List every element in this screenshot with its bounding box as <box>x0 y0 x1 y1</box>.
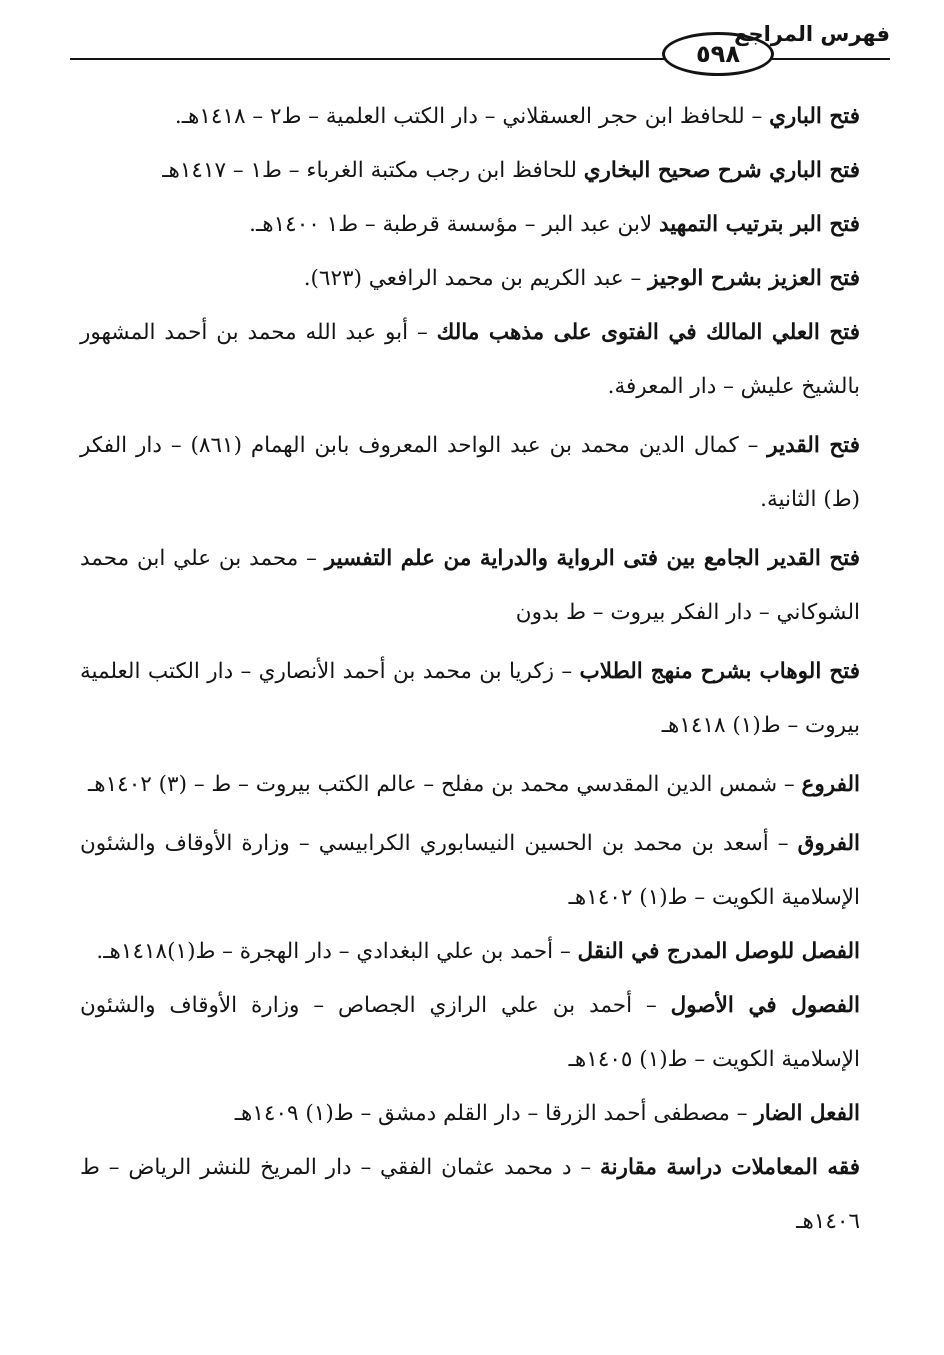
reference-entry <box>80 645 860 753</box>
reference-details: لابن عبد البر – مؤسسة قرطبة – ط١ ١٤٠٠هـ. <box>249 212 659 237</box>
reference-entry <box>80 817 860 925</box>
reference-details: – كمال الدين محمد بن عبد الواحد المعروف بابن الهمام (٨٦١) – دار الفكر (ط) الثانية. <box>80 433 860 512</box>
reference-title: فتح البر بترتيب التمهيد <box>658 212 860 237</box>
references-list <box>80 90 860 1249</box>
reference-entry <box>80 758 860 812</box>
page-header <box>40 20 890 70</box>
reference-details: – مصطفى أحمد الزرقا – دار القلم دمشق – ط(١) ١٤٠٩هـ <box>234 1101 755 1126</box>
reference-title: فتح القدير الجامع بين فتى الرواية والدراية من علم التفسير <box>324 546 861 571</box>
reference-title: فتح القدير <box>767 433 860 458</box>
page-title: فهرس المراجع <box>734 22 890 46</box>
reference-entry <box>80 252 860 306</box>
reference-details: – زكريا بن محمد بن أحمد الأنصاري – دار الكتب العلمية بيروت – ط(١) ١٤١٨هـ <box>80 659 860 738</box>
reference-title: الفصل للوصل المدرج في النقل <box>577 939 860 964</box>
reference-entry <box>80 419 860 527</box>
reference-title: فتح العزيز بشرح الوجيز <box>648 266 860 291</box>
reference-entry <box>80 306 860 414</box>
reference-title: فتح الباري <box>769 104 860 129</box>
reference-title: فتح الباري شرح صحيح البخاري <box>583 158 860 183</box>
reference-entry <box>80 1087 860 1141</box>
reference-title: فقه المعاملات دراسة مقارنة <box>600 1155 861 1180</box>
reference-entry <box>80 198 860 252</box>
reference-details: – محمد بن علي ابن محمد الشوكاني – دار الفكر بيروت – ط بدون <box>80 546 860 625</box>
reference-details: – أسعد بن محمد بن الحسين النيسابوري الكرابيسي – وزارة الأوقاف والشئون الإسلامية الكويت – ط(١) ١٤٠٢هـ <box>80 831 860 910</box>
reference-details: – أحمد بن علي البغدادي – دار الهجرة – ط(١)١٤١٨هـ. <box>96 939 578 964</box>
reference-details: – أحمد بن علي الرازي الجصاص – وزارة الأوقاف والشئون الإسلامية الكويت – ط(١) ١٤٠٥هـ <box>80 993 860 1072</box>
reference-details: – عبد الكريم بن محمد الرافعي (٦٢٣). <box>303 266 649 291</box>
reference-title: الفروع <box>801 772 860 797</box>
reference-title: فتح العلي المالك في الفتوى على مذهب مالك <box>436 320 860 345</box>
reference-details: – للحافظ ابن حجر العسقلاني – دار الكتب العلمية – ط٢ – ١٤١٨هـ. <box>174 104 770 129</box>
reference-entry <box>80 532 860 640</box>
reference-title: فتح الوهاب بشرح منهج الطلاب <box>579 659 860 684</box>
reference-details: – د محمد عثمان الفقي – دار المريخ للنشر الرياض – ط ١٤٠٦هـ <box>80 1155 860 1234</box>
reference-details: – أبو عبد الله محمد بن أحمد المشهور بالشيخ عليش – دار المعرفة. <box>80 320 860 399</box>
reference-details: للحافظ ابن رجب مكتبة الغرباء – ط١ – ١٤١٧هـ <box>162 158 584 183</box>
reference-entry <box>80 1141 860 1249</box>
reference-title: الفروق <box>797 831 860 856</box>
reference-entry <box>80 979 860 1087</box>
reference-entry <box>80 144 860 198</box>
reference-details: – شمس الدين المقدسي محمد بن مفلح – عالم الكتب بيروت – ط – (٣) ١٤٠٢هـ <box>87 772 802 797</box>
reference-entry <box>80 925 860 979</box>
reference-title: الفصول في الأصول <box>670 993 860 1018</box>
page-number: ٥٩٨ <box>662 32 774 76</box>
reference-title: الفعل الضار <box>754 1101 860 1126</box>
reference-entry <box>80 90 860 144</box>
